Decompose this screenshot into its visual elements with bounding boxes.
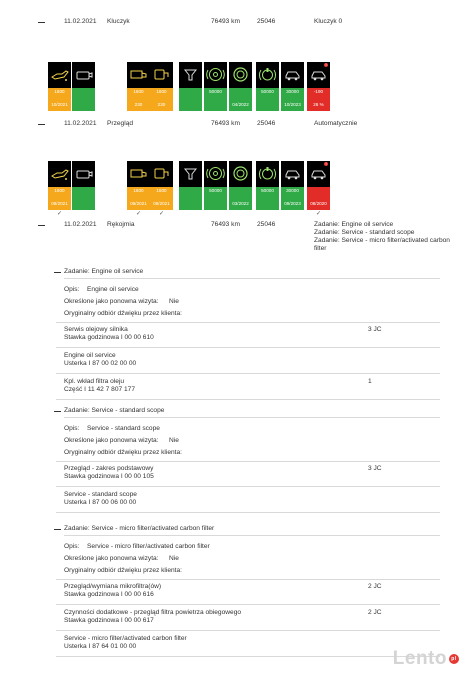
service-tile: [72, 161, 95, 187]
entry-note: Kluczyk 0: [314, 18, 343, 25]
tile-stat-bottom: 10/2021: [48, 99, 71, 111]
service-tile: [127, 161, 150, 187]
service-tile: [256, 161, 279, 187]
task-collapse-toggle[interactable]: [54, 411, 61, 412]
revisit-value: Nie: [169, 298, 179, 305]
task-description-label: Opis:: [64, 425, 80, 432]
row-collapse-toggle[interactable]: [38, 124, 45, 125]
watermark-text: Lento: [392, 648, 447, 669]
revisit-label: Określone jako ponowna wizyta:: [64, 298, 159, 305]
tile-stat-bottom: 09/2021: [127, 198, 150, 210]
tile-stat-bottom: [72, 198, 95, 210]
tile-stat-top: 50000: [204, 88, 227, 99]
check-icon: ✓: [158, 211, 165, 217]
revisit-label: Określone jako ponowna wizyta:: [64, 437, 159, 444]
service-tile: [204, 62, 227, 88]
tile-stat-top: [179, 187, 202, 198]
line-item-detail: Część I 11 42 7 807 177: [64, 386, 135, 393]
tile-stat-bottom: [204, 99, 227, 111]
divider: [56, 512, 440, 513]
service-tile: [150, 62, 173, 88]
divider: [56, 461, 440, 462]
entry-mileage: 76493 km: [211, 120, 240, 127]
check-icon: ✓: [56, 211, 63, 217]
revisit-label: Określone jako ponowna wizyta:: [64, 555, 159, 562]
service-tile: [307, 62, 330, 88]
entry-code: 25046: [257, 221, 276, 228]
entry-code: 25046: [257, 120, 276, 127]
line-item-title: Przegląd/wymiana mikrofiltra(ów): [64, 583, 162, 590]
check-icon: ✓: [135, 211, 142, 217]
divider: [56, 373, 440, 374]
line-item-title: Przegląd - zakres podstawowy: [64, 465, 154, 472]
line-item-quantity: 2 JC: [368, 609, 382, 616]
tile-stat-top: 1600: [150, 88, 173, 99]
line-item-quantity: 3 JC: [368, 465, 382, 472]
tile-stat-top: [179, 88, 202, 99]
tile-stat-top: 30000: [281, 88, 304, 99]
revisit-value: Nie: [169, 555, 179, 562]
divider: [64, 417, 440, 418]
tile-stat-top: 1600: [48, 187, 71, 198]
line-item-detail: Stawka godzinowa I 00 00 610: [64, 334, 154, 341]
tile-stat-top: -190: [307, 88, 330, 99]
tile-stat-bottom: [179, 198, 202, 210]
tile-stat-bottom: 09/2023: [281, 198, 304, 210]
divider: [56, 604, 440, 605]
entry-note: Zadanie: Engine oil service Zadanie: Service - standard scope Zadanie: Service - micro filter/activated carbon filter: [314, 221, 450, 252]
revisit-value: Nie: [169, 437, 179, 444]
tile-stat-bottom: 10/2023: [281, 99, 304, 111]
line-item-quantity: 3 JC: [368, 326, 382, 333]
entry-date: 11.02.2021: [64, 120, 97, 127]
task-title: Zadanie: Engine oil service: [64, 268, 144, 275]
tile-stat-bottom: 03/2022: [229, 198, 252, 210]
entry-type: Przegląd: [107, 120, 134, 127]
tile-stat-top: 50000: [256, 88, 279, 99]
warning-icon: !: [325, 62, 327, 67]
line-item-title: Czynności dodatkowe - przegląd filtra powietrza obiegowego: [64, 609, 242, 616]
service-tile: [179, 161, 202, 187]
divider: [56, 347, 440, 348]
tile-stat-bottom: 09/2021: [48, 198, 71, 210]
entry-type: Kluczyk: [107, 18, 130, 25]
watermark-logo: [393, 648, 459, 670]
entry-note: Automatycznie: [314, 120, 358, 127]
entry-mileage: 76493 km: [211, 18, 240, 25]
tile-stat-bottom: [204, 198, 227, 210]
service-tile: [281, 62, 304, 88]
service-tile: [150, 161, 173, 187]
line-item-detail: Usterka I 87 00 06 00 00: [64, 499, 137, 506]
row-collapse-toggle[interactable]: [38, 22, 45, 23]
line-item-quantity: 2 JC: [368, 583, 382, 590]
customer-complaint-label: Oryginalny odbiór dźwięku przez klienta:: [64, 567, 183, 574]
tile-stat-bottom: 26 %: [307, 99, 330, 111]
line-item-title: Serwis olejowy silnika: [64, 326, 128, 333]
line-item-detail: Stawka godzinowa I 00 00 617: [64, 617, 154, 624]
task-collapse-toggle[interactable]: [54, 272, 61, 273]
tile-stat-bottom: 09/2021: [150, 198, 173, 210]
tile-stat-top: 1600: [48, 88, 71, 99]
task-collapse-toggle[interactable]: [54, 529, 61, 530]
service-tile: [72, 62, 95, 88]
divider: [64, 535, 440, 536]
check-icon: ✓: [315, 211, 322, 217]
service-tile: [307, 161, 330, 187]
tile-stat-top: [229, 187, 252, 198]
tile-stat-bottom: [256, 198, 279, 210]
task-description: Service - standard scope: [87, 425, 160, 432]
divider: [56, 486, 440, 487]
line-item-title: Engine oil service: [64, 352, 116, 359]
warning-icon: !: [325, 161, 327, 166]
line-item-detail: Stawka godzinowa I 00 00 105: [64, 473, 154, 480]
service-tile: [229, 161, 252, 187]
service-tile: [281, 161, 304, 187]
divider: [56, 630, 440, 631]
divider: [56, 579, 440, 580]
divider: [56, 399, 440, 400]
tile-stat-top: 1600: [150, 187, 173, 198]
tile-stat-bottom: 230: [127, 99, 150, 111]
task-description: Service - micro filter/activated carbon filter: [87, 543, 210, 550]
line-item-detail: Stawka godzinowa I 00 00 616: [64, 591, 154, 598]
tile-stat-bottom: [256, 99, 279, 111]
tile-stat-bottom: [179, 99, 202, 111]
entry-code: 25046: [257, 18, 276, 25]
row-collapse-toggle[interactable]: [38, 225, 45, 226]
tile-stat-top: 1600: [127, 187, 150, 198]
customer-complaint-label: Oryginalny odbiór dźwięku przez klienta:: [64, 449, 183, 456]
tile-stat-top: 50000: [256, 187, 279, 198]
service-tile: [127, 62, 150, 88]
divider: [56, 656, 440, 657]
watermark-badge: pl: [449, 654, 459, 664]
line-item-quantity: 1: [368, 378, 372, 385]
service-tile: [256, 62, 279, 88]
task-description: Engine oil service: [87, 286, 139, 293]
tile-stat-bottom: [72, 99, 95, 111]
tile-stat-bottom: 230: [150, 99, 173, 111]
entry-date: 11.02.2021: [64, 18, 97, 25]
line-item-title: Kpl. wkład filtra oleju: [64, 378, 125, 385]
line-item-title: Service - micro filter/activated carbon filter: [64, 635, 187, 642]
divider: [56, 322, 440, 323]
service-tile: [204, 161, 227, 187]
line-item-detail: Usterka I 87 64 01 00 00: [64, 643, 137, 650]
divider: [64, 278, 440, 279]
customer-complaint-label: Oryginalny odbiór dźwięku przez klienta:: [64, 310, 183, 317]
tile-stat-top: [229, 88, 252, 99]
task-description-label: Opis:: [64, 543, 80, 550]
entry-mileage: 76493 km: [211, 221, 240, 228]
entry-type: Rękojmia: [107, 221, 135, 228]
task-description-label: Opis:: [64, 286, 80, 293]
service-tile: [229, 62, 252, 88]
tile-stat-bottom: 04/2022: [229, 99, 252, 111]
tile-stat-top: [307, 187, 330, 198]
entry-date: 11.02.2021: [64, 221, 97, 228]
service-tile: [48, 62, 71, 88]
tile-stat-top: 1600: [127, 88, 150, 99]
task-title: Zadanie: Service - micro filter/activated carbon filter: [64, 525, 215, 532]
line-item-detail: Usterka I 87 00 02 00 00: [64, 360, 137, 367]
service-tile: [179, 62, 202, 88]
tile-stat-bottom: 08/2020: [307, 198, 330, 210]
task-title: Zadanie: Service - standard scope: [64, 407, 165, 414]
service-tile: [48, 161, 71, 187]
tile-stat-top: 50000: [204, 187, 227, 198]
line-item-title: Service - standard scope: [64, 491, 137, 498]
tile-stat-top: [72, 88, 95, 99]
tile-stat-top: 30000: [281, 187, 304, 198]
tile-stat-top: [72, 187, 95, 198]
